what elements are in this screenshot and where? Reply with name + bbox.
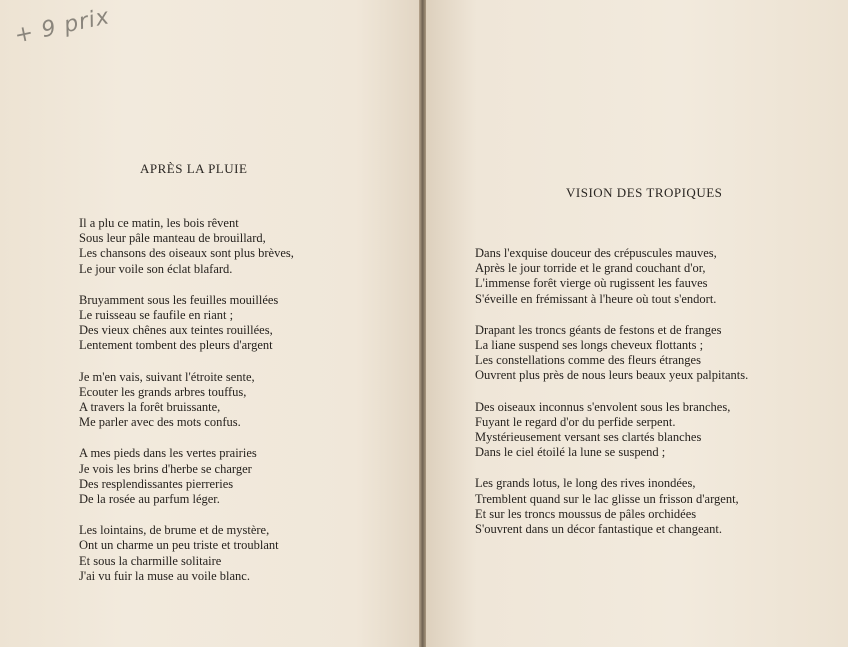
handwritten-note: + 9 prix (12, 4, 113, 49)
poem-line: Mystérieusement versant ses clartés blanches (475, 430, 702, 445)
poem-line: J'ai vu fuir la muse au voile blanc. (79, 568, 250, 583)
stanza (475, 476, 748, 537)
poem-title-right: VISION DES TROPIQUES (566, 185, 723, 200)
poem-line: Drapant les troncs géants de festons et de franges (475, 322, 722, 337)
poem-right (475, 246, 748, 553)
poem-line: Le jour voile son éclat blafard. (79, 261, 233, 276)
poem-line: De la rosée au parfum léger. (79, 492, 220, 507)
poem-line: A travers la forêt bruissante, (79, 400, 221, 415)
poem-line: Des resplendissantes pierreries (79, 476, 234, 491)
poem-line: Les constellations comme des fleurs étranges (475, 353, 701, 368)
poem-line: Ecouter les grands arbres touffus, (79, 384, 247, 399)
poem-line: Ont un charme un peu triste et troublant (79, 538, 279, 553)
poem-left (79, 216, 294, 600)
poem-line: Tremblent quand sur le lac glisse un frisson d'argent, (475, 491, 739, 506)
stanza (475, 323, 748, 384)
stanza (79, 216, 294, 277)
poem-line: S'éveille en frémissant à l'heure où tout s'endort. (475, 291, 717, 306)
stanza (79, 523, 294, 584)
poem-line: Fuyant le regard d'or du perfide serpent. (475, 414, 676, 429)
poem-line: Il a plu ce matin, les bois rêvent (79, 216, 239, 230)
poem-line: Me parler avec des mots confus. (79, 415, 241, 430)
poem-line: Je vois les brins d'herbe se charger (79, 461, 252, 476)
stanza (79, 370, 294, 431)
right-page (426, 0, 848, 647)
poem-line: Le ruisseau se faufile en riant ; (79, 308, 234, 323)
poem-line: Dans l'exquise douceur des crépuscules mauves, (475, 246, 717, 260)
poem-line: S'ouvrent dans un décor fantastique et changeant. (475, 522, 722, 537)
poem-line: Les chansons des oiseaux sont plus brèves, (79, 246, 294, 261)
left-page (0, 0, 419, 647)
poem-line: Après le jour torride et le grand couchant d'or, (475, 261, 706, 276)
poem-line: Bruyamment sous les feuilles mouillées (79, 292, 279, 307)
poem-line: L'immense forêt vierge où rugissent les fauves (475, 276, 708, 291)
poem-title-left: APRÈS LA PLUIE (140, 161, 248, 176)
poem-line: Dans le ciel étoilé la lune se suspend ; (475, 445, 666, 460)
poem-line: A mes pieds dans les vertes prairies (79, 446, 257, 461)
stanza (475, 400, 748, 461)
stanza (79, 446, 294, 507)
poem-line: Des oiseaux inconnus s'envolent sous les branches, (475, 399, 731, 414)
poem-line: La liane suspend ses longs cheveux flottants ; (475, 338, 704, 353)
poem-line: Ouvrent plus près de nous leurs beaux yeux palpitants. (475, 368, 749, 383)
poem-line: Les grands lotus, le long des rives inondées, (475, 476, 696, 491)
poem-line: Et sur les troncs moussus de pâles orchidées (475, 506, 697, 521)
poem-line: Lentement tombent des pleurs d'argent (79, 338, 273, 353)
stanza (79, 293, 294, 354)
poem-line: Et sous la charmille solitaire (79, 553, 222, 568)
poem-line: Je m'en vais, suivant l'étroite sente, (79, 369, 255, 384)
book-gutter (419, 0, 426, 647)
poem-line: Les lointains, de brume et de mystère, (79, 523, 270, 538)
stanza (475, 246, 748, 307)
poem-line: Sous leur pâle manteau de brouillard, (79, 231, 266, 246)
poem-line: Des vieux chênes aux teintes rouillées, (79, 323, 273, 338)
